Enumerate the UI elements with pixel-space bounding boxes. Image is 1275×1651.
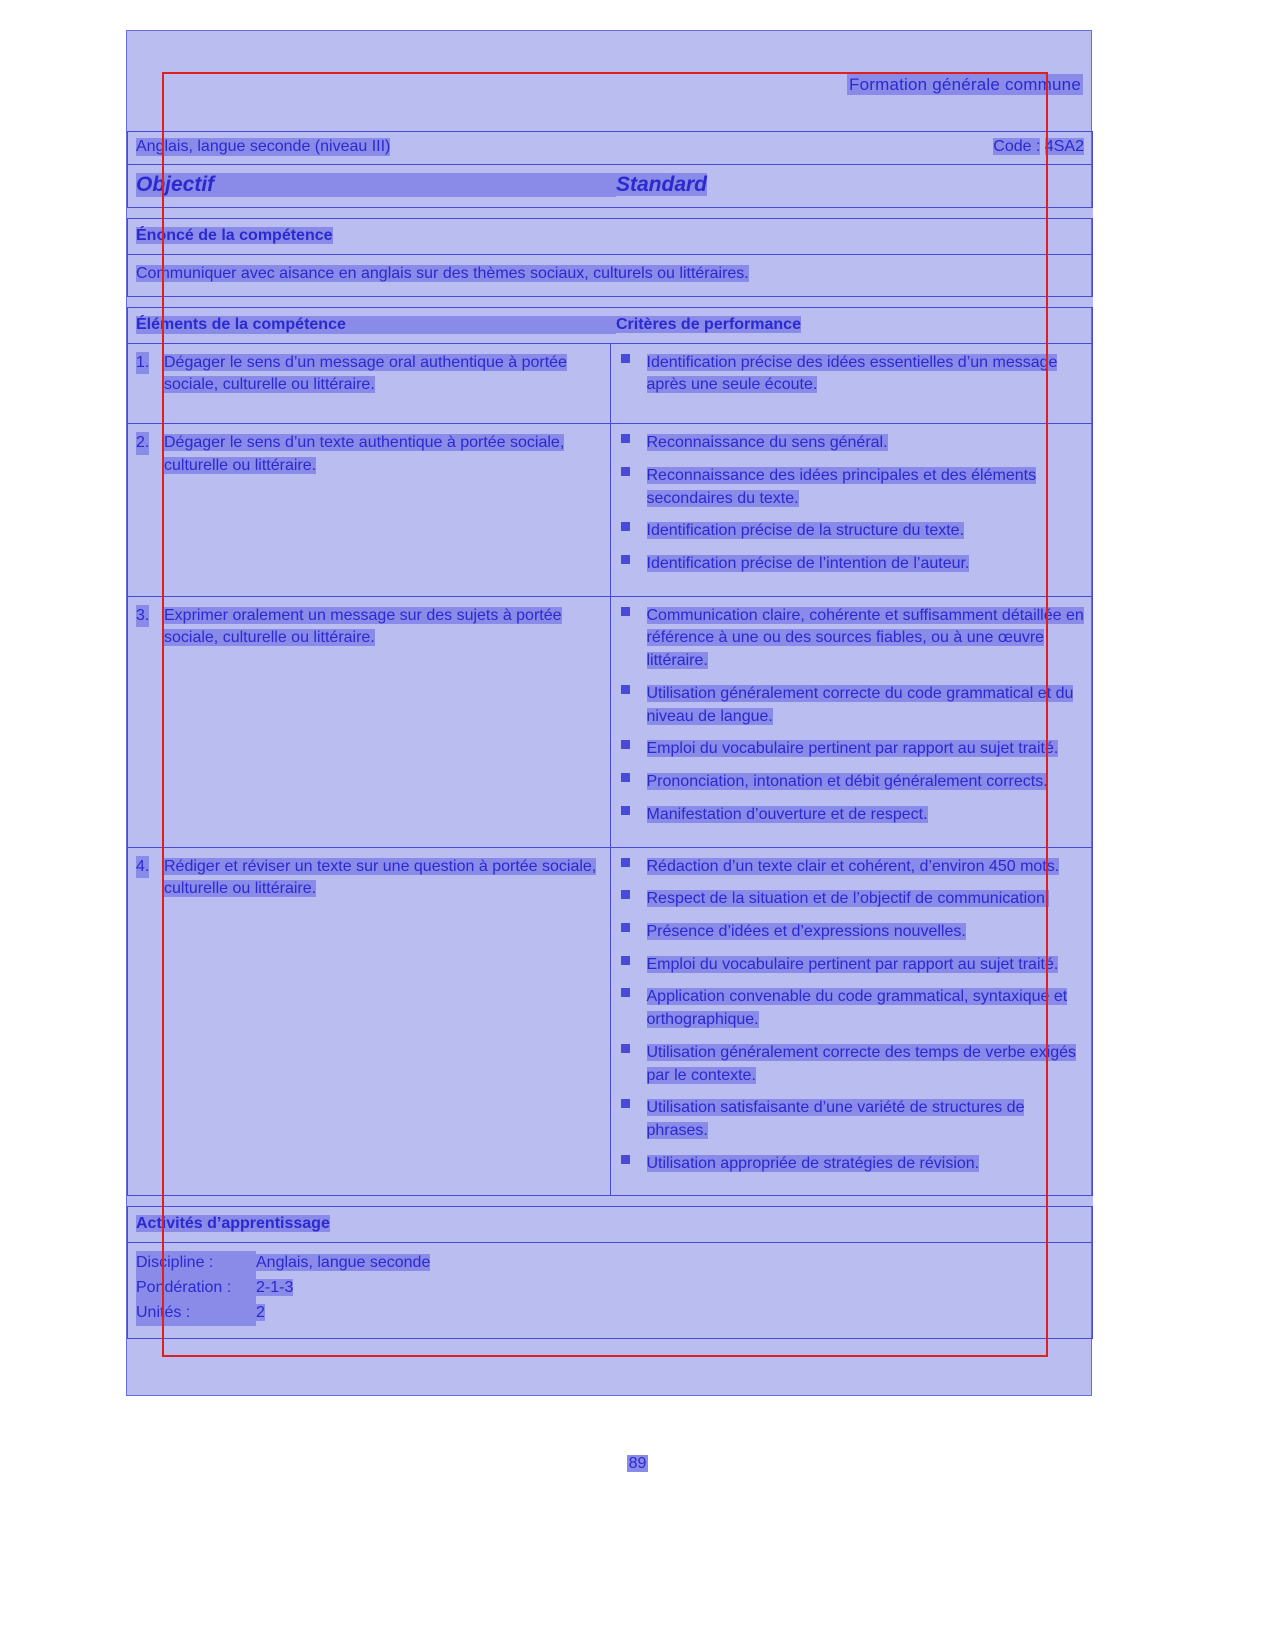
square-bullet-icon [621,354,630,363]
criteria-text: Manifestation d’ouverture et de respect. [646,805,928,823]
list-item [136,432,602,477]
element-list [136,432,602,477]
table-row [128,847,1093,1196]
element-number: 3. [136,605,149,628]
criteria-cell [610,343,1093,423]
element-text: Rédiger et réviser un texte sur une question à portée sociale, culturelle ou littéraire. [164,857,597,898]
square-bullet-icon [621,806,630,815]
course-code-value: 4SA2 [1044,138,1084,155]
list-item [619,432,1085,455]
enonce-body [128,255,1092,296]
criteria-text: Utilisation appropriée de stratégies de révision. [646,1154,980,1172]
square-bullet-icon [621,923,630,932]
criteria-cell [610,424,1093,597]
criteria-text: Emploi du vocabulaire pertinent par rapport au sujet traité. [646,740,1059,758]
course-code-label: Code : [993,138,1041,155]
table-row [128,343,1093,423]
criteria-text: Application convenable du code grammatical, syntaxique et orthographique. [646,988,1068,1029]
element-number: 2. [136,432,149,455]
square-bullet-icon [621,1155,630,1164]
enonce-heading-text: Énoncé de la compétence [136,227,333,244]
page-number [0,1455,1275,1473]
list-item [619,888,1085,911]
spacer-cell-3 [128,1196,1093,1207]
square-bullet-icon [621,467,630,476]
square-bullet-icon [621,740,630,749]
criteria-cell [610,596,1093,847]
unites-value: 2 [256,1304,265,1321]
element-cell [128,847,611,1196]
square-bullet-icon [621,555,630,564]
square-bullet-icon [621,890,630,899]
list-item [619,738,1085,761]
enonce-heading-row [128,219,1093,255]
criteria-text: Rédaction d’un texte clair et cohérent, d’environ 450 mots. [646,857,1060,875]
enonce-heading [128,219,1092,254]
element-cell [128,343,611,423]
square-bullet-icon [621,988,630,997]
criteres-column-heading: Critères de performance [616,315,801,333]
square-bullet-icon [621,956,630,965]
list-item [619,1153,1085,1176]
list-item [136,856,602,901]
list-item [136,605,602,650]
criteria-list [619,432,1085,576]
ponderation-label: Pondération : [136,1276,256,1301]
criteria-list [619,856,1085,1176]
criteria-text: Reconnaissance des idées principales et des éléments secondaires du texte. [646,466,1037,507]
criteria-text: Prononciation, intonation et débit généralement corrects. [646,773,1048,791]
list-item [619,986,1085,1031]
element-number: 1. [136,352,149,375]
table-row [128,424,1093,597]
criteria-text: Utilisation généralement correcte des temps de verbe exigés par le contexte. [646,1043,1077,1084]
list-item [619,771,1085,794]
criteria-list [619,605,1085,827]
course-title: Anglais, langue seconde (niveau III) [136,138,391,155]
spacer-row-1 [128,208,1093,219]
square-bullet-icon [621,1099,630,1108]
elements-column-heading: Éléments de la compétence [136,316,616,334]
criteria-list [619,352,1085,397]
criteria-text: Identification précise de la structure du texte. [646,522,965,540]
list-item [619,856,1085,879]
course-band-row [128,132,1093,165]
element-list [136,352,602,397]
list-item [619,683,1085,728]
course-band [128,132,1092,164]
criteria-text: Identification précise des idées essentielles d’un message après une seule écoute. [646,353,1058,394]
criteria-text: Respect de la situation et de l’objectif de communication. [646,890,1050,908]
activites-body [128,1243,1092,1337]
activites-heading [128,1207,1092,1242]
criteria-text: Présence d’idées et d’expressions nouvelles. [646,922,966,940]
list-item [619,465,1085,510]
list-item [619,553,1085,576]
element-list [136,605,602,650]
criteria-cell [610,847,1093,1196]
objectif-heading: Objectif [136,173,616,197]
activites-heading-row [128,1207,1093,1243]
element-text: Exprimer oralement un message sur des sujets à portée sociale, culturelle ou littéraire. [164,606,562,647]
criteria-text: Identification précise de l’intention de l’auteur. [646,555,970,573]
unites-label: Unités : [136,1301,256,1326]
element-cell [128,424,611,597]
discipline-value: Anglais, langue seconde [256,1254,431,1272]
columns-heading-row [128,307,1093,343]
document-page [126,30,1092,1396]
standard-heading: Standard [616,173,708,196]
spacer-cell-2 [128,296,1093,307]
competency-sheet-table [127,131,1093,1339]
activites-field [136,1276,1084,1301]
element-text: Dégager le sens d’un texte authentique à portée sociale, culturelle ou littéraire. [164,434,565,474]
objectif-standard-band [128,165,1092,207]
activites-field [136,1251,1084,1276]
columns-heading [128,308,1092,343]
square-bullet-icon [621,522,630,531]
element-list [136,856,602,901]
list-item [619,520,1085,543]
list-item [619,352,1085,397]
page-header [847,75,1083,95]
criteria-text: Reconnaissance du sens général. [646,434,888,452]
list-item [619,804,1085,827]
page-header-text: Formation générale commune [849,75,1081,94]
activites-heading-text: Activités d’apprentissage [136,1215,330,1233]
spacer-row-3 [128,1196,1093,1207]
element-number: 4. [136,856,149,879]
spacer-cell-1 [128,208,1093,219]
activites-body-row [128,1243,1093,1338]
ponderation-value: 2-1-3 [256,1279,294,1297]
table-row [128,596,1093,847]
square-bullet-icon [621,858,630,867]
criteria-text: Utilisation satisfaisante d’une variété de structures de phrases. [646,1099,1025,1139]
square-bullet-icon [621,434,630,443]
criteria-text: Emploi du vocabulaire pertinent par rapport au sujet traité. [646,955,1059,973]
list-item [136,352,602,397]
spacer-row-2 [128,296,1093,307]
list-item [619,921,1085,944]
page-number-text: 89 [628,1455,647,1472]
discipline-label: Discipline : [136,1251,256,1276]
square-bullet-icon [621,685,630,694]
element-text: Dégager le sens d’un message oral authentique à portée sociale, culturelle ou littéraire. [164,353,567,394]
enonce-text: Communiquer avec aisance en anglais sur des thèmes sociaux, culturels ou littéraires. [136,265,749,282]
criteria-text: Communication claire, cohérente et suffisamment détaillée en référence à une ou des sources fiables, ou à une œuvre littéraire. [646,606,1084,670]
list-item [619,1097,1085,1142]
list-item [619,954,1085,977]
square-bullet-icon [621,607,630,616]
element-cell [128,596,611,847]
square-bullet-icon [621,773,630,782]
enonce-body-row [128,255,1093,297]
square-bullet-icon [621,1044,630,1053]
objectif-standard-row [128,165,1093,208]
criteria-text: Utilisation généralement correcte du code grammatical et du niveau de langue. [646,684,1074,725]
list-item [619,1042,1085,1087]
activites-field [136,1301,1084,1326]
list-item [619,605,1085,673]
